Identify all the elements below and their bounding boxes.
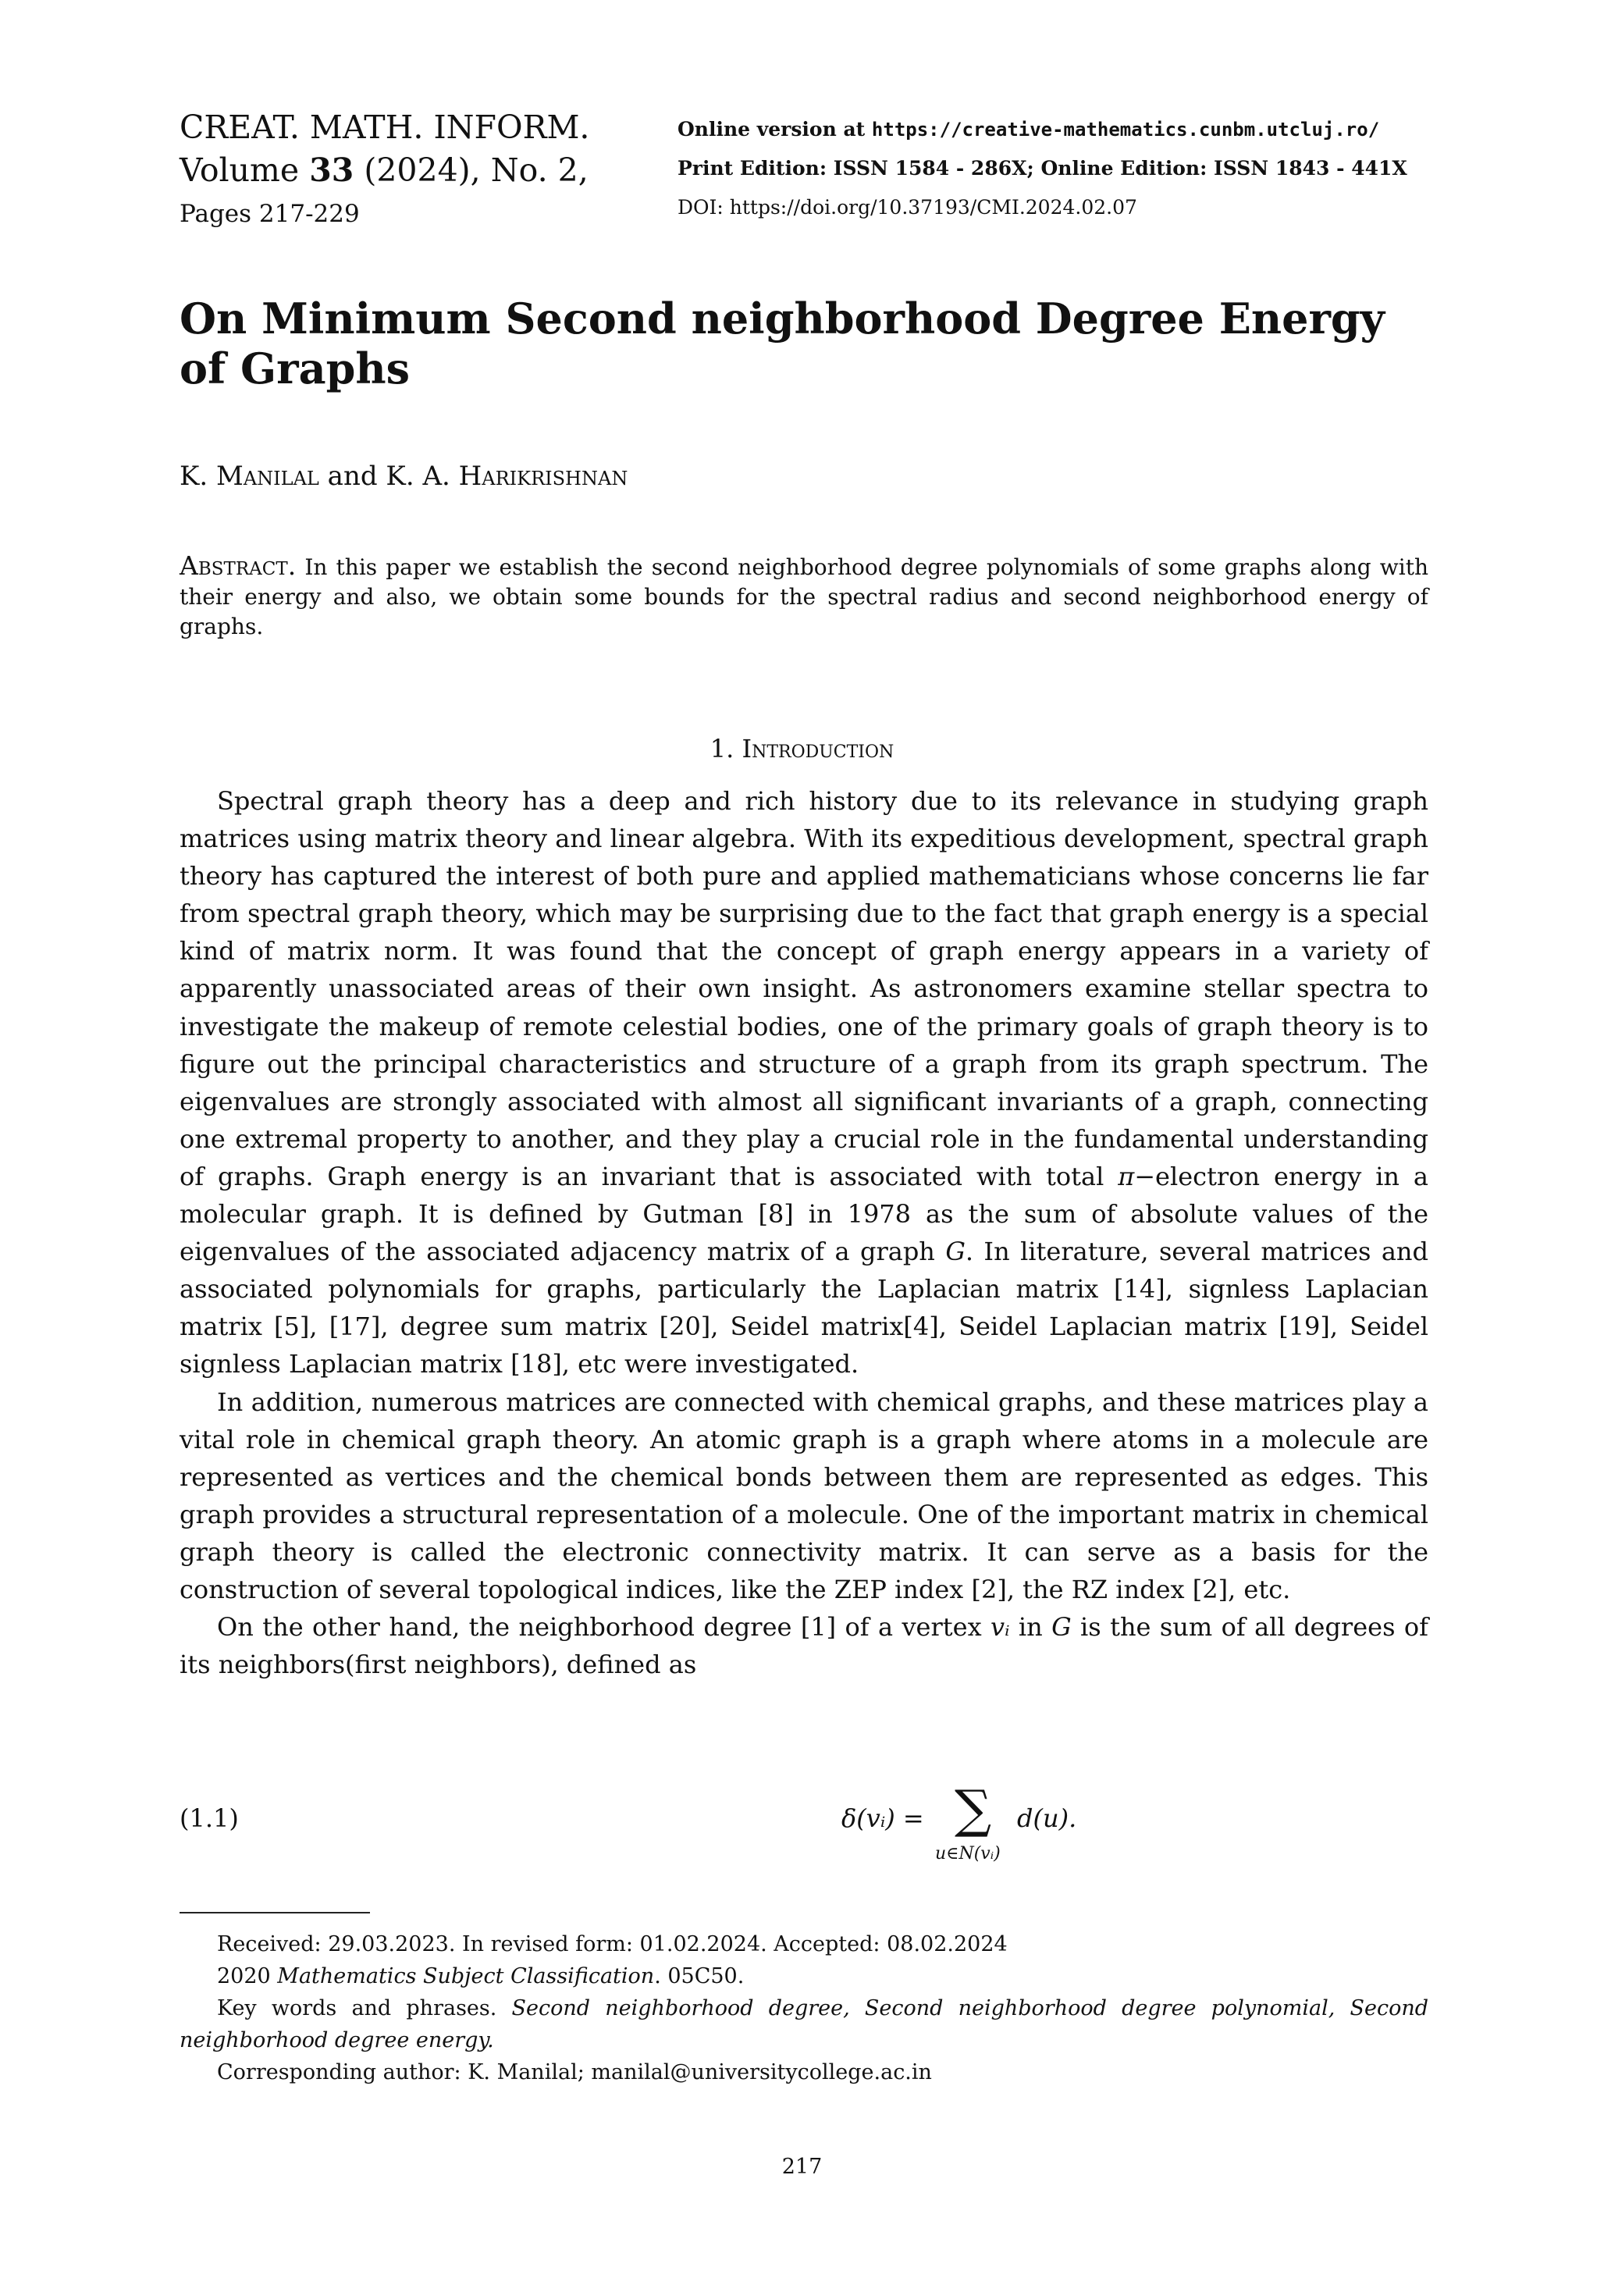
keywords: Key words and phrases. Second neighborhood degree, Second neighborhood degree polynomial, Second neighborhood degree energy. [180, 1996, 1428, 2052]
footnotes [180, 1928, 1428, 2088]
journal-pages: Pages 217-229 [180, 200, 360, 228]
author-name: K. A. Harikrishnan [386, 461, 628, 492]
abstract-text: In this paper we establish the second neighborhood degree polynomials of some graphs along with their energy and also, we obtain some bounds for the spectral radius and second neighborhood energy of graphs. [180, 554, 1428, 639]
journal-info [678, 110, 1450, 227]
equation-1-1 [180, 1779, 1428, 1881]
author-name: K. Manilal [180, 461, 319, 492]
journal-name: CREAT. MATH. INFORM. [180, 109, 590, 146]
paragraph: On the other hand, the neighborhood degree [1] of a vertex vᵢ in G is the sum of all degrees of its neighbors(first neighbors), defined as [180, 1612, 1428, 1680]
footnote-rule [180, 1912, 370, 1913]
author-list: K. Manilal and K. A. Harikrishnan [180, 461, 628, 492]
equation-body [662, 1779, 1208, 1881]
equation-lhs: δ(vᵢ) = [841, 1803, 924, 1833]
journal-volume: Volume 33 (2024), No. 2, [180, 151, 589, 189]
corresponding-author: Corresponding author: K. Manilal; manilal@universitycollege.ac.in [217, 2060, 932, 2084]
online-url-link[interactable]: https://creative-mathematics.cunbm.utcluj.ro/ [871, 119, 1380, 141]
doi-link[interactable]: DOI: https://doi.org/10.37193/CMI.2024.02.07 [678, 196, 1137, 219]
paper-title: On Minimum Second neighborhood Degree Energy of Graphs [180, 294, 1385, 393]
equation-rhs: d(u). [1017, 1803, 1077, 1833]
abstract [180, 551, 1428, 642]
paragraph: Spectral graph theory has a deep and rich history due to its relevance in studying graph matrices using matrix theory and linear algebra. With its expeditious development, spectral graph theory has captured the interest of both pure and applied mathematicians whose concerns lie far from spectral graph theory, which may be surprising due to the fact that graph energy is a special kind of matrix norm. It was found that the concept of graph energy appears in a variety of apparently unassociated areas of their own insight. As astronomers examine stellar spectra to investigate the makeup of remote celestial bodies, one of the primary goals of graph theory is to figure out the principal characteristics and structure of a graph from its graph spectrum. The eigenvalues are strongly associated with almost all significant invariants of a graph, connecting one extremal property to another, and they play a crucial role in the fundamental understanding of graphs. Graph energy is an invariant that is associated with total π−electron energy in a molecular graph. It is defined by Gutman [8] in 1978 as the sum of absolute values of the eigenvalues of the associated adjacency matrix of a graph G. In literature, several matrices and associated polynomials for graphs, particularly the Laplacian matrix [14], signless Laplacian matrix [5], [17], degree sum matrix [20], Seidel matrix[4], Seidel Laplacian matrix [19], Seidel signless Laplacian matrix [18], etc were investigated. [180, 786, 1429, 1379]
paragraph: In addition, numerous matrices are connected with chemical graphs, and these matrices play a vital role in chemical graph theory. An atomic graph is a graph where atoms in a molecule are represented as vertices and the chemical bonds between them are represented as edges. This graph provides a structural representation of a molecule. One of the important matrix in chemical graph theory is called the electronic connectivity matrix. It can serve as a basis for the construction of several topological indices, like the ZEP index [2], the RZ index [2], etc. [180, 1386, 1428, 1604]
abstract-label: Abstract. [180, 550, 297, 581]
journal-citation [180, 106, 617, 236]
summation-subscript: u∈N(vᵢ) [935, 1844, 1001, 1863]
issn-line: Print Edition: ISSN 1584 - 286X; Online Edition: ISSN 1843 - 441X [678, 157, 1407, 180]
equation-number: (1.1) [180, 1803, 239, 1833]
page-number: 217 [781, 2155, 823, 2179]
msc-classification: 2020 Mathematics Subject Classification. 05C50. [217, 1964, 745, 1988]
section-heading: 1. Introduction [710, 734, 894, 764]
summation-symbol: ∑ [955, 1779, 992, 1839]
online-version: Online version at https://creative-mathematics.cunbm.utcluj.ro/ [678, 118, 1380, 141]
received-dates: Received: 29.03.2023. In revised form: 01.02.2024. Accepted: 08.02.2024 [217, 1932, 1008, 1956]
introduction-body [180, 782, 1428, 1683]
